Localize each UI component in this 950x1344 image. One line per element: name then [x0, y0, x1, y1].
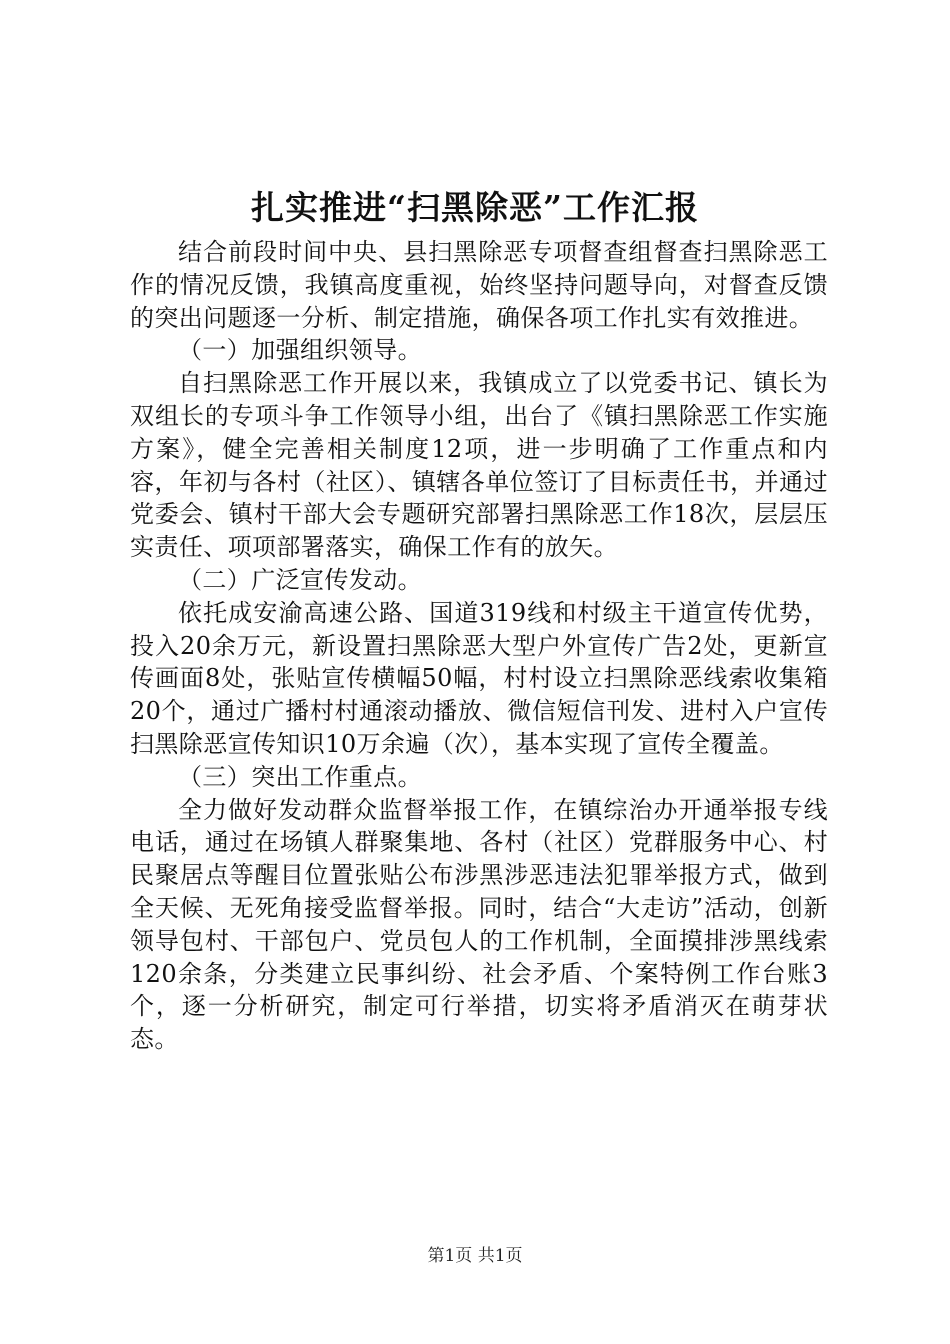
section-body-3: 全力做好发动群众监督举报工作，在镇综治办开通举报专线电话，通过在场镇人群聚集地、各村（社区）党群服务中心、村民聚居点等醒目位置张贴公布涉黑涉恶违法犯罪举报方式，做到全天候、无死角接受监督举报。同时，结合“大走访”活动，创新领导包村、干部包户、党员包人的工作机制，全面摸排涉黑线索120余条，分类建立民事纠纷、社会矛盾、个案特例工作台账3个，逐一分析研究，制定可行举措，切实将矛盾消灭在萌芽状态。 — [130, 795, 828, 1054]
section-heading-3: （三）突出工作重点。 — [178, 762, 422, 791]
section-body-2: 依托成安渝高速公路、国道319线和村级主干道宣传优势，投入20余万元，新设置扫黑除恶大型户外宣传广告2处，更新宣传画面8处，张贴宣传横幅50幅，村村设立扫黑除恶线索收集箱20个，通过广播村村通滚动播放、微信短信刊发、进村入户宣传扫黑除恶宣传知识10万余遍（次），基本实现了宣传全覆盖。 — [130, 598, 828, 758]
page-footer: 第1页 共1页 — [427, 1246, 523, 1266]
intro-paragraph: 结合前段时间中央、县扫黑除恶专项督查组督查扫黑除恶工作的情况反馈，我镇高度重视，始终坚持问题导向，对督查反馈的突出问题逐一分析、制定措施，确保各项工作扎实有效推进。 — [130, 238, 828, 332]
document-body — [130, 236, 828, 1056]
section-heading-2: （二）广泛宣传发动。 — [178, 565, 422, 594]
document-title: 扎实推进“扫黑除恶”工作汇报 — [251, 188, 699, 227]
section-heading-1: （一）加强组织领导。 — [178, 336, 422, 365]
section-body-1: 自扫黑除恶工作开展以来，我镇成立了以党委书记、镇长为双组长的专项斗争工作领导小组，出台了《镇扫黑除恶工作实施方案》，健全完善相关制度12项，进一步明确了工作重点和内容，年初与各村（社区）、镇辖各单位签订了目标责任书，并通过党委会、镇村干部大会专题研究部署扫黑除恶工作18次，层层压实责任、项项部署落实，确保工作有的放矢。 — [130, 369, 828, 562]
